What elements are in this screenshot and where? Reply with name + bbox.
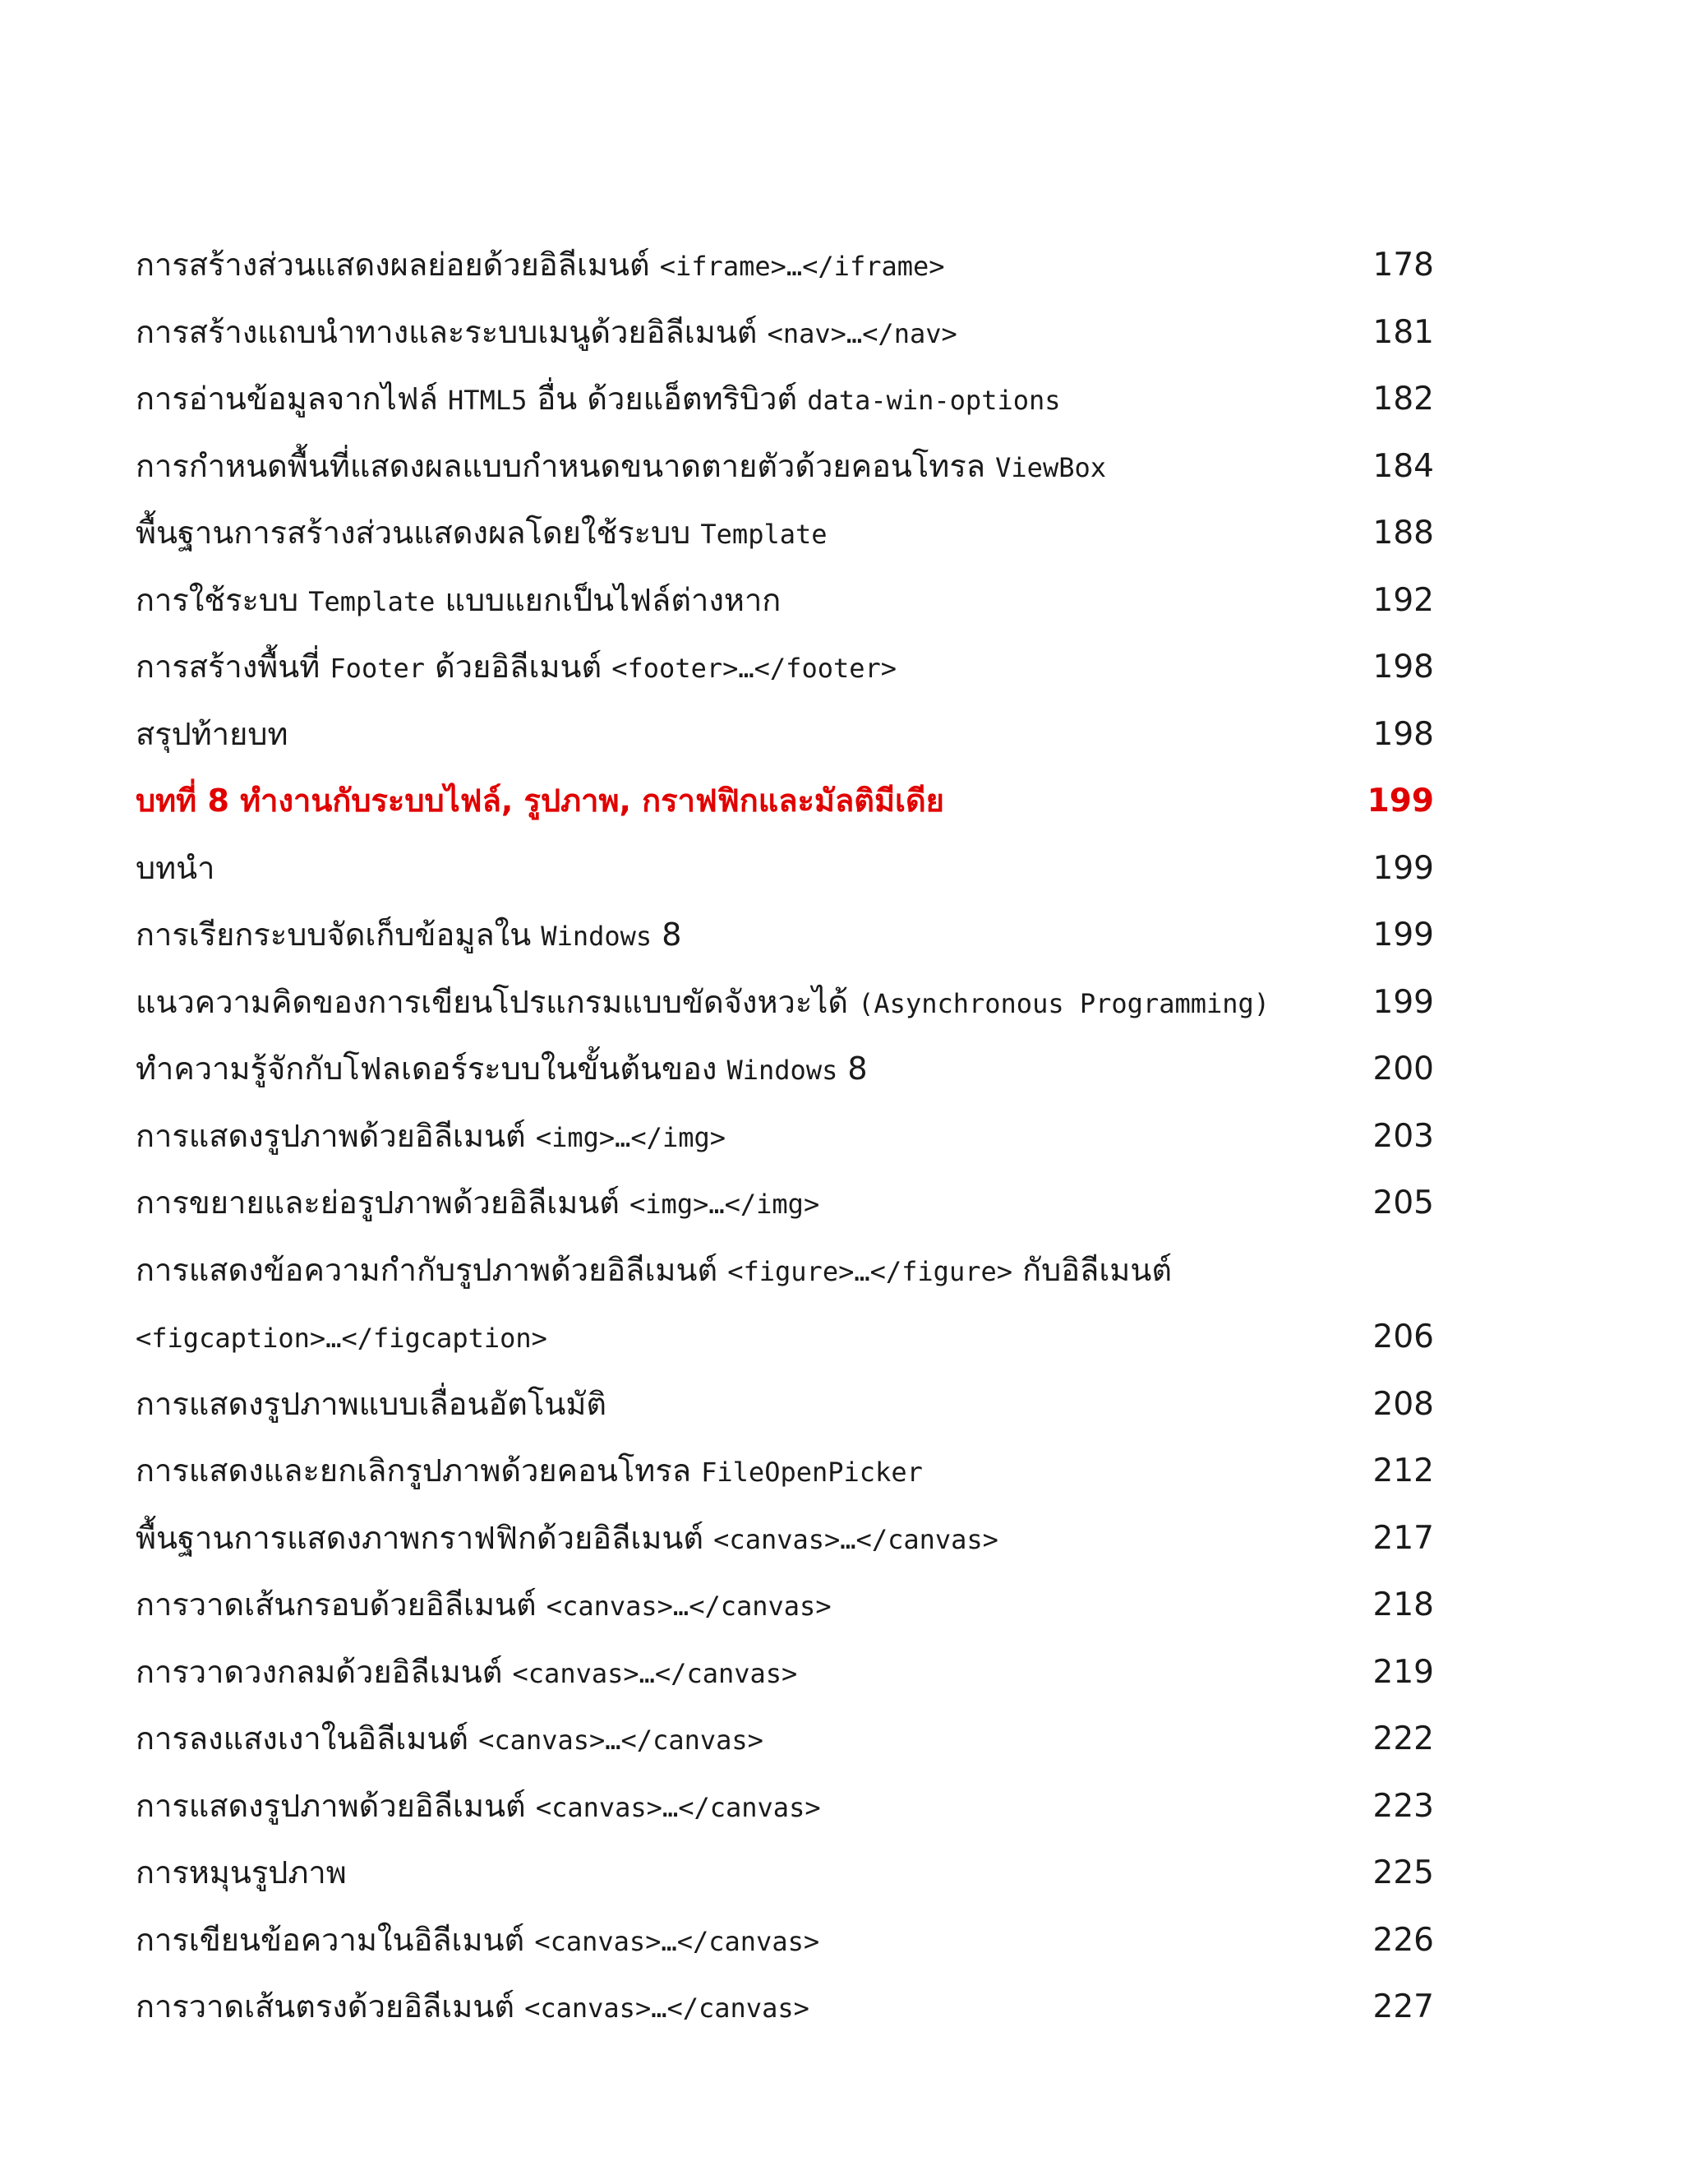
- toc-entry: [136, 1840, 1434, 1907]
- toc-entry-page: 206: [1372, 1318, 1434, 1355]
- toc-entry: [136, 701, 1434, 769]
- toc-entry-page: 227: [1372, 1988, 1434, 2025]
- toc-entry: [136, 835, 1434, 903]
- toc-entry-page: 188: [1372, 515, 1434, 552]
- toc-entry: [136, 500, 1434, 567]
- toc-entry-title: การแสดงและยกเลิกรูปภาพด้วยคอนโทรล FileOpenPicker: [136, 1452, 923, 1489]
- toc-entry-page: 182: [1372, 381, 1434, 418]
- toc-entry-page: 208: [1372, 1385, 1434, 1423]
- toc-entry: [136, 634, 1434, 701]
- toc-entry: [136, 1773, 1434, 1840]
- toc-entry-title: การเรียกระบบจัดเก็บข้อมูลใน Windows 8: [136, 917, 682, 953]
- toc-entry: [136, 969, 1434, 1037]
- toc-entry: [136, 1572, 1434, 1639]
- toc-entry-page: 200: [1372, 1050, 1434, 1087]
- toc-entry: [136, 1907, 1434, 1974]
- toc-entry: [136, 433, 1434, 501]
- toc-chapter-heading: [136, 768, 1434, 835]
- toc-entry-title: แนวความคิดของการเขียนโปรแกรมแบบขัดจังหวะได้ (Asynchronous Programming): [136, 983, 1270, 1020]
- toc-entry-page: 219: [1372, 1653, 1434, 1691]
- toc-entry-title: การวาดเส้นกรอบด้วยอิลีเมนต์ <canvas>…</canvas>: [136, 1586, 832, 1623]
- toc-entry: [136, 1438, 1434, 1505]
- toc-entry-title: การวาดเส้นตรงด้วยอิลีเมนต์ <canvas>…</canvas>: [136, 1988, 809, 2025]
- toc-entry-page: 199: [1372, 917, 1434, 953]
- toc-entry-page: 218: [1372, 1586, 1434, 1623]
- toc-entry-page: 198: [1372, 715, 1434, 753]
- toc-entry-title: ทำความรู้จักกับโฟลเดอร์ระบบในขั้นต้นของ Windows 8: [136, 1050, 868, 1087]
- toc-entry-page: 199: [1372, 983, 1434, 1021]
- toc-entry: [136, 1103, 1434, 1170]
- toc-entry-page: 184: [1372, 447, 1434, 485]
- toc-entry-page: 205: [1372, 1184, 1434, 1221]
- chapter-title: บทที่ 8 ทำงานกับระบบไฟล์, รูปภาพ, กราฟฟิกและมัลติมีเดีย: [136, 783, 944, 819]
- toc-entry-page: 226: [1372, 1921, 1434, 1959]
- toc-entry-title: การสร้างพื้นที่ Footer ด้วยอิลีเมนต์ <footer>…</footer>: [136, 649, 897, 685]
- toc-entry-page: 222: [1372, 1720, 1434, 1757]
- toc-entry-title: การสร้างส่วนแสดงผลย่อยด้วยอิลีเมนต์ <iframe>…</iframe>: [136, 247, 945, 283]
- toc-entry-page: 217: [1372, 1519, 1434, 1557]
- toc-entry-page: 181: [1372, 313, 1434, 351]
- toc-entry: [136, 1371, 1434, 1438]
- toc-entry: [136, 1639, 1434, 1706]
- toc-entry-page: 203: [1372, 1117, 1434, 1155]
- toc-entry-continuation: [136, 1304, 1434, 1371]
- toc-entry-title: การลงแสงเงาในอิลีเมนต์ <canvas>…</canvas>: [136, 1720, 763, 1757]
- toc-entry-page: 198: [1372, 649, 1434, 686]
- toc-entry: [136, 567, 1434, 635]
- toc-entry-title: การแสดงข้อความกำกับรูปภาพด้วยอิลีเมนต์ <figure>…</figure> กับอิลีเมนต์: [136, 1251, 1173, 1288]
- toc-entry-title: พื้นฐานการแสดงภาพกราฟฟิกด้วยอิลีเมนต์ <canvas>…</canvas>: [136, 1519, 998, 1556]
- toc-entry-title: การเขียนข้อความในอิลีเมนต์ <canvas>…</canvas>: [136, 1921, 820, 1958]
- table-of-contents: [136, 232, 1434, 2041]
- chapter-page: 199: [1367, 783, 1434, 820]
- toc-entry: [136, 1706, 1434, 1773]
- toc-entry-title: <figcaption>…</figcaption>: [136, 1323, 547, 1354]
- toc-entry-title: การหมุนรูปภาพ: [136, 1854, 347, 1891]
- toc-entry: [136, 1237, 1434, 1304]
- toc-entry-page: 199: [1372, 849, 1434, 887]
- toc-entry: [136, 366, 1434, 433]
- toc-entry: [136, 1170, 1434, 1237]
- toc-entry-title: การขยายและย่อรูปภาพด้วยอิลีเมนต์ <img>…</img>: [136, 1184, 820, 1221]
- toc-entry: [136, 232, 1434, 299]
- toc-entry-title: สรุปท้ายบท: [136, 715, 288, 752]
- toc-entry-title: การอ่านข้อมูลจากไฟล์ HTML5 อื่น ด้วยแอ็ตทริบิวต์ data-win-options: [136, 381, 1061, 417]
- toc-entry: [136, 1974, 1434, 2041]
- toc-entry-title: การแสดงรูปภาพด้วยอิลีเมนต์ <canvas>…</canvas>: [136, 1787, 821, 1824]
- toc-entry: [136, 1036, 1434, 1103]
- toc-entry-page: 178: [1372, 247, 1434, 284]
- toc-entry-page: 223: [1372, 1787, 1434, 1825]
- toc-entry-title: การวาดวงกลมด้วยอิลีเมนต์ <canvas>…</canvas>: [136, 1653, 798, 1690]
- toc-entry: [136, 902, 1434, 969]
- toc-entry-title: การแสดงรูปภาพแบบเลื่อนอัตโนมัติ: [136, 1385, 607, 1422]
- toc-entry-page: 192: [1372, 581, 1434, 619]
- toc-entry: [136, 1505, 1434, 1572]
- toc-entry-page: 225: [1372, 1854, 1434, 1891]
- toc-entry: [136, 299, 1434, 367]
- toc-entry-title: การกำหนดพื้นที่แสดงผลแบบกำหนดขนาดตายตัวด้วยคอนโทรล ViewBox: [136, 447, 1106, 484]
- toc-entry-title: พื้นฐานการสร้างส่วนแสดงผลโดยใช้ระบบ Template: [136, 515, 828, 551]
- toc-entry-title: การใช้ระบบ Template แบบแยกเป็นไฟล์ต่างหาก: [136, 581, 782, 618]
- toc-entry-page: 212: [1372, 1452, 1434, 1489]
- toc-entry-title: บทนำ: [136, 849, 215, 886]
- toc-entry-title: การแสดงรูปภาพด้วยอิลีเมนต์ <img>…</img>: [136, 1117, 726, 1154]
- toc-entry-title: การสร้างแถบนำทางและระบบเมนูด้วยอิลีเมนต์ <nav>…</nav>: [136, 313, 957, 350]
